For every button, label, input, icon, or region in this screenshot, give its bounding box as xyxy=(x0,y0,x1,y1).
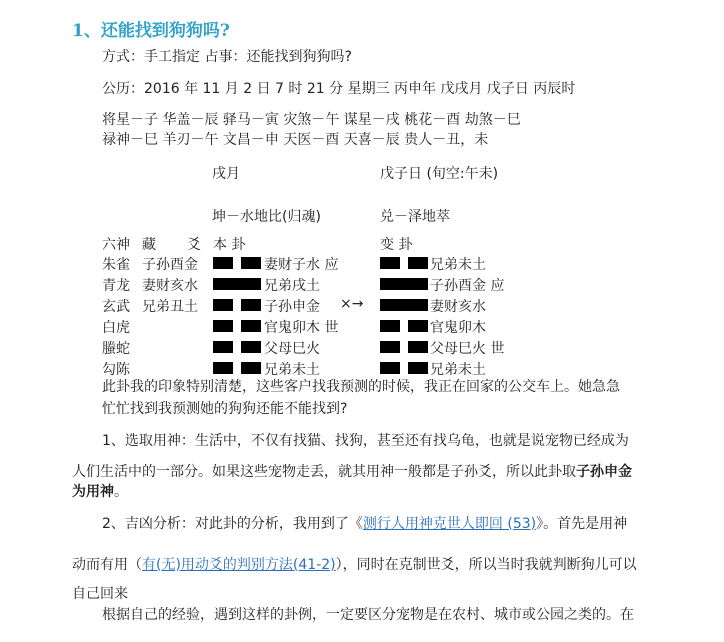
day-label: 戊子日 (旬空:午未) xyxy=(380,166,499,182)
analysis2-start: 动而有用（ xyxy=(72,557,142,573)
method-line: 方式：手工指定 占事：还能找到狗狗吗? xyxy=(102,49,352,65)
row-changed-text: 子孙酉金 应 xyxy=(430,278,505,294)
paragraph-yongshen-line3 xyxy=(72,481,128,503)
row-changed-text: 兄弟未土 xyxy=(430,257,486,273)
paragraph-intro-text: 此卦我的印象特别清楚，这些客户找我预测的时候，我正在回家的公交车上。她急急忙忙找到我预测她的狗狗还能不能找到? xyxy=(102,379,620,417)
row-changed-text: 妻财亥水 xyxy=(430,299,486,315)
row-liushen: 螣蛇 xyxy=(102,341,130,357)
paragraph-experience: 根据自己的经验，遇到这样的卦例，一定要区分宠物是在农村、城市或公园之类的。在 xyxy=(102,607,634,623)
calendar-line: 公历：2016 年 11 月 2 日 7 时 21 分 星期三 丙申年 戊戌月 戊子日 丙辰时 xyxy=(102,81,576,97)
row-changed-text: 官鬼卯木 xyxy=(430,320,486,336)
row-main-text: 妻财子水 应 xyxy=(264,257,339,273)
header-ben-gua: 本 卦 xyxy=(213,237,246,253)
changed-yao-line xyxy=(380,278,428,290)
yongshen-period: 。 xyxy=(114,484,128,500)
changed-yao-line xyxy=(380,320,428,332)
link-dongyao-article[interactable]: 有(无)用动爻的判别方法(41-2) xyxy=(142,557,336,573)
row-change-mark: ×→ xyxy=(340,296,364,312)
yongshen-text: 人们生活中的一部分。如果这些宠物走丢，就其用神一般都是子孙爻，所以此卦取 xyxy=(72,464,576,480)
main-yao-line xyxy=(213,341,261,353)
main-yao-line xyxy=(213,320,261,332)
changed-yao-line xyxy=(380,362,428,374)
row-main-text: 父母巳火 xyxy=(264,341,320,357)
row-changed-text: 父母巳火 世 xyxy=(430,341,505,357)
paragraph-analysis-line2 xyxy=(72,554,637,576)
row-liushen: 玄武 xyxy=(102,299,130,315)
header-bian-gua: 变 卦 xyxy=(380,237,413,253)
row-changed-text: 兄弟未土 xyxy=(430,362,486,378)
main-gua-name: 坤－水地比(归魂) xyxy=(212,209,321,225)
row-main-text: 兄弟未土 xyxy=(264,362,320,378)
link-yongshen-article[interactable]: 测行人用神克世人即回 (53) xyxy=(362,516,537,532)
row-liushen: 白虎 xyxy=(102,320,130,336)
row-hidden-yao: 兄弟丑土 xyxy=(142,299,198,315)
stars-line-1: 将星－子 华盖－辰 驿马－寅 灾煞－午 谋星－戌 桃花－酉 劫煞－巳 xyxy=(102,112,521,128)
row-hidden-yao: 妻财亥水 xyxy=(142,278,198,294)
row-liushen: 青龙 xyxy=(102,278,130,294)
main-yao-line xyxy=(213,362,261,374)
header-cang: 藏 xyxy=(142,237,156,253)
main-yao-line xyxy=(213,299,261,311)
month-label: 戌月 xyxy=(212,166,240,182)
main-yao-line xyxy=(213,278,261,290)
changed-yao-line xyxy=(380,257,428,269)
paragraph-yongshen-line2 xyxy=(72,461,632,483)
yongshen-bold: 子孙申金 xyxy=(576,464,632,480)
analysis-start: 2、吉凶分析：对此卦的分析，我用到了《 xyxy=(102,516,363,532)
row-liushen: 勾陈 xyxy=(102,362,130,378)
paragraph-intro xyxy=(102,376,622,420)
analysis2-end: ），同时在克制世爻，所以当时我就判断狗儿可以 xyxy=(335,557,637,573)
header-yao: 爻 xyxy=(187,237,201,253)
paragraph-analysis-line1 xyxy=(102,513,627,535)
analysis-end: 》。首先是用神 xyxy=(536,516,628,532)
stars-line-2: 禄神－巳 羊刃－午 文昌－申 天医－酉 天喜－辰 贵人－丑，未 xyxy=(102,132,489,148)
row-main-text: 官鬼卯木 世 xyxy=(264,320,339,336)
changed-yao-line xyxy=(380,341,428,353)
row-liushen: 朱雀 xyxy=(102,257,130,273)
changed-yao-line xyxy=(380,299,428,311)
yongshen-bold-end: 为用神 xyxy=(72,484,114,500)
section-heading: 1、还能找到狗狗吗? xyxy=(72,21,230,41)
paragraph-analysis-line3: 自己回来 xyxy=(72,586,128,602)
row-hidden-yao: 子孙酉金 xyxy=(142,257,198,273)
row-main-text: 兄弟戌土 xyxy=(264,278,320,294)
paragraph-yongshen-line1: 1、选取用神：生活中，不仅有找猫、找狗，甚至还有找乌龟，也就是说宠物已经成为 xyxy=(102,433,629,449)
changed-gua-name: 兑－泽地萃 xyxy=(380,209,450,225)
main-yao-line xyxy=(213,257,261,269)
header-liushen: 六神 xyxy=(102,237,130,253)
row-main-text: 子孙申金 xyxy=(264,299,320,315)
